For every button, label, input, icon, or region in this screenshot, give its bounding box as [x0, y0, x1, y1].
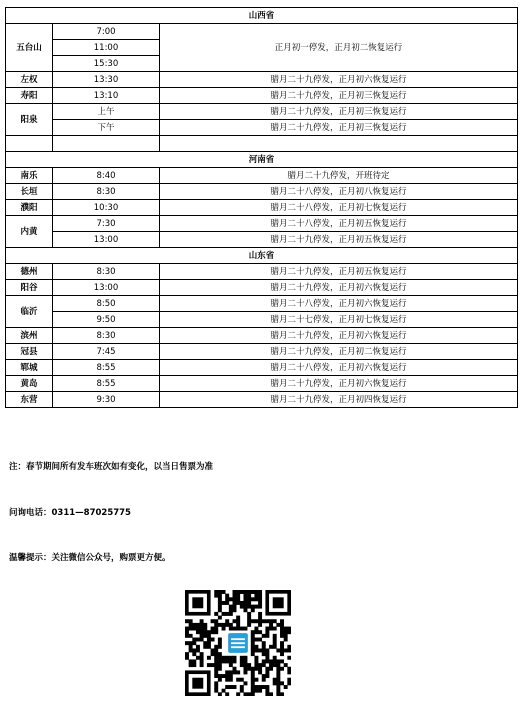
province-header: 山西省	[6, 8, 518, 24]
status-cell: 腊月二十九停发，正月初六恢复运行	[160, 328, 518, 344]
table-row	[6, 280, 518, 296]
status-cell: 腊月二十八停发，正月初八恢复运行	[160, 184, 518, 200]
time-cell: 9:30	[53, 392, 160, 408]
city-cell: 黄岛	[6, 376, 53, 392]
table-row	[6, 24, 518, 40]
city-cell: 滨州	[6, 328, 53, 344]
table-row	[6, 200, 518, 216]
city-cell: 长垣	[6, 184, 53, 200]
time-cell: 13:10	[53, 88, 160, 104]
status-cell: 腊月二十九停发，正月初二恢复运行	[160, 344, 518, 360]
status-cell: 腊月二十九停发，开班待定	[160, 168, 518, 184]
wechat-tip: 温馨提示：关注微信公众号，购票更方便。	[9, 553, 171, 563]
city-cell: 左权	[6, 72, 53, 88]
time-cell: 11:00	[53, 40, 160, 56]
status-cell: 腊月二十九停发，正月初五恢复运行	[160, 232, 518, 248]
time-cell: 10:30	[53, 200, 160, 216]
status-cell: 腊月二十九停发，正月初六恢复运行	[160, 280, 518, 296]
time-cell: 7:30	[53, 216, 160, 232]
city-cell: 濮阳	[6, 200, 53, 216]
time-cell: 8:30	[53, 264, 160, 280]
status-cell: 腊月二十八停发，正月初七恢复运行	[160, 200, 518, 216]
inquiry-phone: 问询电话：0311—87025775	[9, 508, 131, 518]
table-row	[6, 232, 518, 248]
table-row	[6, 104, 518, 120]
status-cell: 腊月二十八停发，正月初六恢复运行	[160, 360, 518, 376]
time-cell: 8:55	[53, 360, 160, 376]
time-cell: 7:45	[53, 344, 160, 360]
city-cell: 阳泉	[6, 104, 53, 136]
time-cell: 下午	[53, 120, 160, 136]
empty-cell	[6, 136, 53, 152]
table-row	[6, 264, 518, 280]
table-row	[6, 216, 518, 232]
table-row	[6, 376, 518, 392]
table-row	[6, 360, 518, 376]
time-cell: 8:40	[53, 168, 160, 184]
table-row	[6, 392, 518, 408]
schedule-table	[5, 7, 518, 408]
table-row	[6, 120, 518, 136]
time-cell: 8:55	[53, 376, 160, 392]
table-row	[6, 296, 518, 312]
status-cell: 腊月二十九停发，正月初五恢复运行	[160, 264, 518, 280]
table-row	[6, 88, 518, 104]
status-cell: 腊月二十八停发，正月初六恢复运行	[160, 296, 518, 312]
status-cell: 腊月二十九停发，正月初三恢复运行	[160, 104, 518, 120]
table-row	[6, 312, 518, 328]
status-cell: 腊月二十九停发，正月初三恢复运行	[160, 88, 518, 104]
table-row	[6, 328, 518, 344]
time-cell: 13:30	[53, 72, 160, 88]
status-cell: 腊月二十八停发，正月初五恢复运行	[160, 216, 518, 232]
city-cell: 冠县	[6, 344, 53, 360]
qr-code-icon[interactable]	[185, 590, 291, 696]
table-row	[6, 184, 518, 200]
time-cell: 8:30	[53, 328, 160, 344]
time-cell: 8:50	[53, 296, 160, 312]
time-cell: 8:30	[53, 184, 160, 200]
table-row	[6, 344, 518, 360]
time-cell: 13:00	[53, 280, 160, 296]
spacer-row	[6, 136, 518, 152]
schedule-body	[6, 8, 518, 408]
status-cell: 腊月二十九停发，正月初六恢复运行	[160, 72, 518, 88]
table-row	[6, 72, 518, 88]
province-header: 河南省	[6, 152, 518, 168]
city-cell: 郓城	[6, 360, 53, 376]
city-cell: 临沂	[6, 296, 53, 328]
city-cell: 内黄	[6, 216, 53, 248]
time-cell: 上午	[53, 104, 160, 120]
city-cell: 五台山	[6, 24, 53, 72]
table-row	[6, 168, 518, 184]
status-cell: 腊月二十九停发，正月初六恢复运行	[160, 376, 518, 392]
province-row	[6, 152, 518, 168]
city-cell: 南乐	[6, 168, 53, 184]
time-cell: 9:50	[53, 312, 160, 328]
city-cell: 东营	[6, 392, 53, 408]
province-row	[6, 8, 518, 24]
city-cell: 德州	[6, 264, 53, 280]
qr-code-graphic	[185, 590, 291, 696]
status-cell: 腊月二十七停发，正月初七恢复运行	[160, 312, 518, 328]
time-cell: 15:30	[53, 56, 160, 72]
status-cell: 腊月二十九停发，正月初四恢复运行	[160, 392, 518, 408]
status-cell: 腊月二十九停发，正月初三恢复运行	[160, 120, 518, 136]
city-cell: 寿阳	[6, 88, 53, 104]
empty-cell	[160, 136, 518, 152]
schedule-change-note: 注：春节期间所有发车班次如有变化，以当日售票为准	[9, 462, 214, 472]
time-cell: 7:00	[53, 24, 160, 40]
status-cell: 正月初一停发，正月初二恢复运行	[160, 24, 518, 72]
empty-cell	[53, 136, 160, 152]
time-cell: 13:00	[53, 232, 160, 248]
province-header: 山东省	[6, 248, 518, 264]
city-cell: 阳谷	[6, 280, 53, 296]
province-row	[6, 248, 518, 264]
